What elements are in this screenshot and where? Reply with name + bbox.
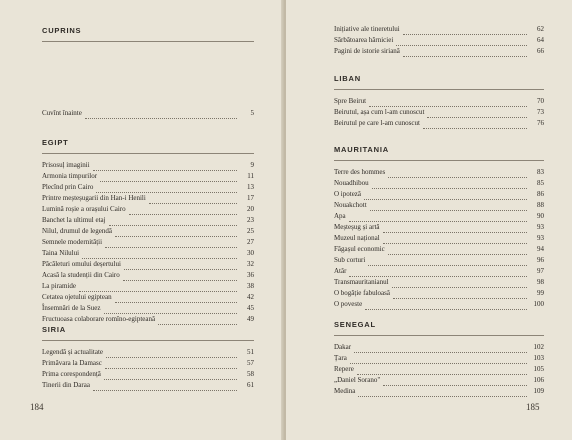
entry-page: 36: [247, 271, 254, 279]
toc-entry[interactable]: [42, 108, 254, 119]
entry-title: Cuvînt înainte: [42, 109, 82, 117]
dot-leader: [149, 195, 237, 204]
entry-title: O poveste: [334, 300, 363, 308]
dot-leader: [129, 206, 237, 215]
dot-leader: [392, 279, 527, 288]
page-number-left: 184: [30, 402, 44, 412]
dot-leader: [358, 388, 527, 397]
dot-leader: [115, 228, 237, 237]
entry-title: Sub corturi: [334, 256, 366, 264]
liban-heading: LIBAN: [334, 74, 361, 83]
dot-leader: [388, 169, 527, 178]
entry-page: 20: [247, 205, 254, 213]
toc-entry[interactable]: [42, 215, 254, 226]
section-rule: [42, 340, 254, 341]
entry-page: 85: [537, 179, 544, 187]
dot-leader: [403, 48, 527, 57]
liban-entries: [334, 96, 544, 129]
toc-entry[interactable]: [42, 160, 254, 171]
section-rule: [42, 153, 254, 154]
toc-entry[interactable]: [334, 342, 544, 353]
entry-title: Nilul, drumul de legendă: [42, 227, 112, 235]
entry-page: 45: [247, 304, 254, 312]
toc-entry[interactable]: [334, 288, 544, 299]
entry-page: 66: [537, 47, 544, 55]
dot-leader: [115, 294, 237, 303]
toc-entry[interactable]: [334, 46, 544, 57]
section-rule: [334, 160, 544, 161]
dot-leader: [109, 217, 237, 226]
entry-title: O bogăție fabuloasă: [334, 289, 390, 297]
toc-entry[interactable]: [42, 248, 254, 259]
toc-entry[interactable]: [334, 255, 544, 266]
dot-leader: [370, 202, 527, 211]
liban-section: [334, 74, 544, 129]
siria-continued-entries: [334, 24, 544, 57]
dot-leader: [383, 235, 527, 244]
toc-entry[interactable]: [42, 204, 254, 215]
dot-leader: [368, 257, 527, 266]
entry-title: Făgașul economic: [334, 245, 385, 253]
toc-entry[interactable]: [334, 277, 544, 288]
entry-page: 103: [533, 354, 544, 362]
dot-leader: [123, 272, 237, 281]
toc-entry[interactable]: [42, 358, 254, 369]
entry-title: Printre meșteșugarii din Han-i Henili: [42, 194, 146, 202]
dot-leader: [388, 246, 527, 255]
section-rule: [334, 89, 544, 90]
entry-title: Sărbătoarea hărniciei: [334, 36, 394, 44]
toc-entry[interactable]: [334, 211, 544, 222]
entry-title: Lumină roșie a orașului Cairo: [42, 205, 126, 213]
dot-leader: [349, 268, 527, 277]
entry-title: Beirutul pe care l-am cunoscut: [334, 119, 420, 127]
entry-page: 86: [537, 190, 544, 198]
dot-leader: [158, 316, 237, 325]
dot-leader: [79, 283, 237, 292]
toc-entry[interactable]: [334, 233, 544, 244]
toc-entry[interactable]: [42, 303, 254, 314]
entry-page: 25: [247, 227, 254, 235]
toc-entry[interactable]: [334, 96, 544, 107]
toc-entry[interactable]: [334, 178, 544, 189]
entry-page: 93: [537, 234, 544, 242]
entry-page: 5: [250, 109, 254, 117]
toc-entry[interactable]: [42, 281, 254, 292]
senegal-entries: [334, 342, 544, 397]
toc-entry[interactable]: [42, 292, 254, 303]
dot-leader: [383, 377, 527, 386]
page-number-right: 185: [526, 402, 540, 412]
dot-leader: [369, 98, 527, 107]
entry-page: 99: [537, 289, 544, 297]
cuprins-section: [42, 26, 254, 48]
mauritania-heading: MAURITANIA: [334, 145, 389, 154]
mauritania-entries: [334, 167, 544, 310]
entry-page: 9: [250, 161, 254, 169]
entry-title: Spre Beirut: [334, 97, 367, 105]
senegal-section: [334, 320, 544, 397]
entry-page: 42: [247, 293, 254, 301]
entry-page: 97: [537, 267, 544, 275]
dot-leader: [93, 382, 237, 391]
left-page: [0, 0, 284, 440]
dot-leader: [105, 360, 237, 369]
entry-title: Plecînd prin Cairo: [42, 183, 94, 191]
entry-page: 27: [247, 238, 254, 246]
entry-page: 23: [247, 216, 254, 224]
entry-page: 38: [247, 282, 254, 290]
entry-page: 57: [247, 359, 254, 367]
entry-page: 13: [247, 183, 254, 191]
cuprins-heading: CUPRINS: [42, 26, 82, 35]
dot-leader: [105, 239, 237, 248]
entry-page: 11: [247, 172, 254, 180]
toc-entry[interactable]: [334, 222, 544, 233]
entry-title: Nouakchott: [334, 201, 367, 209]
toc-entry[interactable]: [334, 24, 544, 35]
dot-leader: [383, 224, 528, 233]
toc-entry[interactable]: [334, 200, 544, 211]
toc-entry[interactable]: [334, 107, 544, 118]
mauritania-section: [334, 145, 544, 310]
dot-leader: [82, 250, 237, 259]
entry-title: Tinerii din Daraa: [42, 381, 90, 389]
entry-title: La piramide: [42, 282, 77, 290]
dot-leader: [106, 349, 237, 358]
dot-leader: [93, 162, 237, 171]
toc-entry[interactable]: [42, 259, 254, 270]
entry-page: 51: [247, 348, 254, 356]
toc-entry[interactable]: [42, 171, 254, 182]
toc-entry[interactable]: [42, 270, 254, 281]
entry-page: 105: [533, 365, 544, 373]
right-page: [286, 0, 572, 440]
dot-leader: [427, 109, 527, 118]
entry-title: Semnele modernității: [42, 238, 103, 246]
egipt-heading: EGIPT: [42, 138, 69, 147]
entry-page: 106: [533, 376, 544, 384]
entry-title: Repere: [334, 365, 354, 373]
entry-page: 96: [537, 256, 544, 264]
entry-page: 70: [537, 97, 544, 105]
toc-entry[interactable]: [42, 193, 254, 204]
toc-entry[interactable]: [334, 353, 544, 364]
entry-title: Fructuoasa colaborare romîno-egipteană: [42, 315, 156, 323]
toc-entry[interactable]: [42, 314, 254, 325]
entry-page: 64: [537, 36, 544, 44]
entry-title: Apa: [334, 212, 346, 220]
entry-title: Inițiative ale tineretului: [334, 25, 400, 33]
toc-entry[interactable]: [334, 189, 544, 200]
toc-entry[interactable]: [334, 244, 544, 255]
entry-title: Transmauritanianul: [334, 278, 389, 286]
dot-leader: [100, 173, 237, 182]
dot-leader: [124, 261, 237, 270]
entry-title: Dakar: [334, 343, 352, 351]
toc-entry[interactable]: [42, 347, 254, 358]
entry-page: 90: [537, 212, 544, 220]
entry-page: 100: [533, 300, 544, 308]
toc-entry[interactable]: [42, 369, 254, 380]
dot-leader: [85, 110, 237, 119]
toc-entry[interactable]: [334, 266, 544, 277]
section-rule: [334, 335, 544, 336]
dot-leader: [365, 301, 527, 310]
entry-title: O ipoteză: [334, 190, 362, 198]
toc-entry[interactable]: [334, 299, 544, 310]
entry-page: 30: [247, 249, 254, 257]
toc-entry[interactable]: [334, 364, 544, 375]
toc-entry[interactable]: [42, 237, 254, 248]
egipt-section: [42, 138, 254, 325]
senegal-heading: SENEGAL: [334, 320, 376, 329]
dot-leader: [357, 366, 527, 375]
egipt-entries: [42, 160, 254, 325]
toc-entry[interactable]: [42, 380, 254, 391]
toc-entry[interactable]: [334, 167, 544, 178]
entry-title: Acasă la studenții din Cairo: [42, 271, 120, 279]
siria-continued-section: [334, 24, 544, 57]
section-rule: [42, 41, 254, 42]
dot-leader: [104, 371, 237, 380]
entry-page: 62: [537, 25, 544, 33]
dot-leader: [372, 180, 527, 189]
toc-entry[interactable]: [42, 182, 254, 193]
dot-leader: [350, 355, 527, 364]
entry-page: 88: [537, 201, 544, 209]
entry-title: Păcăleturi omului deșertului: [42, 260, 121, 268]
entry-title: Medina: [334, 387, 356, 395]
entry-title: Meșteșug și artă: [334, 223, 380, 231]
entry-title: Pagini de istorie siriană: [334, 47, 400, 55]
entry-page: 102: [533, 343, 544, 351]
toc-entry[interactable]: [334, 386, 544, 397]
entry-title: „Daniel Sorano": [334, 376, 381, 384]
entry-title: Terre des hommes: [334, 168, 386, 176]
entry-page: 73: [537, 108, 544, 116]
dot-leader: [349, 213, 527, 222]
entry-title: Primăvara la Damasc: [42, 359, 102, 367]
entry-page: 61: [247, 381, 254, 389]
siria-entries: [42, 347, 254, 391]
dot-leader: [364, 191, 527, 200]
entry-title: Cetatea ojetului egiptean: [42, 293, 112, 301]
toc-entry[interactable]: [334, 375, 544, 386]
siria-section: [42, 325, 254, 391]
toc-entry[interactable]: [42, 226, 254, 237]
entry-title: Țara: [334, 354, 347, 362]
entry-title: Prisosuļ imaginii: [42, 161, 90, 169]
dot-leader: [403, 26, 527, 35]
entry-page: 17: [247, 194, 254, 202]
dot-leader: [396, 37, 527, 46]
entry-title: Prima corespondență: [42, 370, 101, 378]
intro-section: [42, 108, 254, 119]
siria-heading: SIRIA: [42, 325, 67, 334]
dot-leader: [354, 344, 527, 353]
entry-page: 58: [247, 370, 254, 378]
entry-title: Legendă și actualitate: [42, 348, 104, 356]
entry-title: Banchet la ultimul etaj: [42, 216, 106, 224]
toc-entry[interactable]: [334, 118, 544, 129]
entry-page: 98: [537, 278, 544, 286]
dot-leader: [96, 184, 237, 193]
entry-page: 76: [537, 119, 544, 127]
dot-leader: [104, 305, 237, 314]
toc-entry[interactable]: [334, 35, 544, 46]
entry-page: 83: [537, 168, 544, 176]
entry-title: Taina Nilului: [42, 249, 80, 257]
entry-title: Atâr: [334, 267, 347, 275]
entry-title: Însemnări de la Suez: [42, 304, 101, 312]
entry-page: 32: [247, 260, 254, 268]
entry-page: 49: [247, 315, 254, 323]
entry-title: Armonia timpurilor: [42, 172, 98, 180]
dot-leader: [393, 290, 527, 299]
entry-title: Muzeul național: [334, 234, 380, 242]
dot-leader: [423, 120, 527, 129]
entry-page: 109: [533, 387, 544, 395]
entry-page: 94: [537, 245, 544, 253]
entry-title: Nouadhibou: [334, 179, 369, 187]
entry-title: Beirutul, așa cum l-am cunoscut: [334, 108, 425, 116]
entry-page: 93: [537, 223, 544, 231]
